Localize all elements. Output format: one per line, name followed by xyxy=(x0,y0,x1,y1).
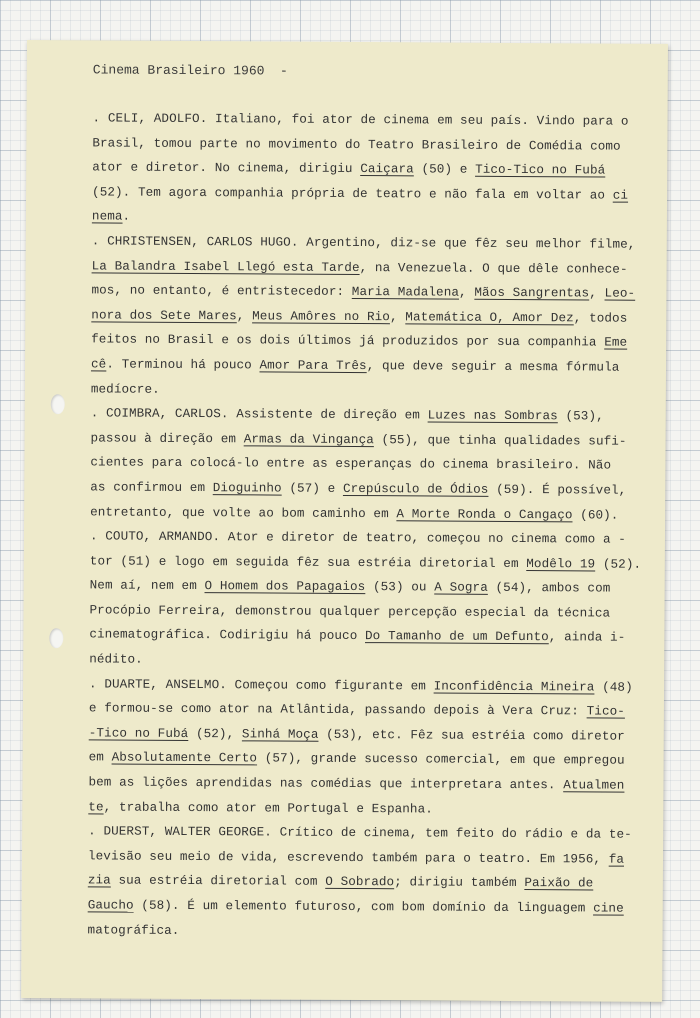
underlined-title: Eme xyxy=(604,335,628,351)
text-segment: ; dirigiu também xyxy=(394,875,525,891)
text-segment: , trabalha como ator em Portugal e Espanha. xyxy=(103,800,433,817)
text-line xyxy=(90,574,641,602)
text-segment: Nem aí, nem em xyxy=(89,578,205,594)
text-line xyxy=(91,328,642,356)
text-segment: (58). É um elemento futuroso, com bom domínio da linguagem xyxy=(133,898,594,916)
text-segment: as confirmou em xyxy=(90,480,213,496)
text-segment: mos, no entanto, é entristecedor: xyxy=(91,283,352,300)
text-line xyxy=(89,697,640,725)
underlined-title: Paixão de xyxy=(524,876,594,891)
text-segment: (53) ou xyxy=(365,580,435,595)
text-line xyxy=(89,672,640,700)
underlined-title: Gaucho xyxy=(87,898,134,913)
text-line xyxy=(90,500,641,528)
text-segment: e formou-se como ator na Atlântida, passando depois à Vera Cruz: xyxy=(88,701,587,719)
punch-hole xyxy=(49,628,63,648)
text-line xyxy=(89,721,640,749)
text-line xyxy=(92,229,643,257)
text-line xyxy=(89,623,640,651)
text-segment: ator e diretor. No cinema, dirigiu xyxy=(92,160,361,177)
text-line xyxy=(92,205,643,233)
underlined-title: nora dos Sete Mares xyxy=(91,308,237,324)
text-line xyxy=(88,770,639,798)
text-segment: (55), que tinha qualidades sufi- xyxy=(373,432,627,449)
text-line xyxy=(91,377,642,405)
underlined-title: cê xyxy=(90,357,107,372)
underlined-title: Sinhá Moça xyxy=(241,727,319,742)
underlined-title: fa xyxy=(608,852,625,867)
text-line xyxy=(91,279,642,307)
underlined-title: La Balandra Isabel Llegó esta Tarde xyxy=(91,258,360,275)
underlined-title: Meus Amôres no Rio xyxy=(252,309,391,324)
text-segment: Brasil, tomou parte no movimento do Teatro Brasileiro de Comédia como xyxy=(92,135,621,154)
text-segment: medíocre. xyxy=(90,381,160,397)
text-line xyxy=(90,451,641,479)
text-segment: (59). É possível, xyxy=(488,482,627,498)
text-segment: Procópio Ferreira, demonstrou qualquer percepção especial da técnica xyxy=(89,603,611,621)
text-segment: , xyxy=(389,309,406,325)
body-text xyxy=(87,106,643,946)
underlined-title: Luzes nas Sombras xyxy=(427,408,558,424)
underlined-title: Leo- xyxy=(604,286,636,301)
text-line xyxy=(88,869,639,897)
text-line xyxy=(88,893,639,921)
text-line xyxy=(88,820,639,848)
text-segment: nédito. xyxy=(89,652,143,667)
text-segment: , que deve seguir a mesma fórmula xyxy=(366,359,620,375)
text-segment: matográfica. xyxy=(87,922,180,938)
underlined-title: O Homem dos Papagaios xyxy=(204,579,366,595)
text-segment: . COIMBRA, CARLOS. Assistente de direção em xyxy=(90,406,428,423)
text-line xyxy=(91,352,642,380)
text-segment: tor (51) e logo em seguida fêz sua estréia diretorial em xyxy=(89,554,527,571)
text-line xyxy=(90,475,641,503)
text-line xyxy=(92,180,643,208)
text-segment: . CELI, ADOLFO. Italiano, foi ator de cinema em seu país. Vindo para o xyxy=(92,111,629,129)
text-segment: (57), grande sucesso comercial, em que empregou xyxy=(257,751,625,769)
text-segment: em xyxy=(88,750,112,765)
text-segment: cientes para colocá-lo entre as esperanças do cinema brasileiro. Não xyxy=(90,455,612,473)
text-segment: , xyxy=(458,285,475,300)
typewritten-page xyxy=(21,40,668,1002)
text-line xyxy=(89,647,640,675)
underlined-title: Matemática O, Amor Dez xyxy=(405,310,574,326)
text-line xyxy=(89,746,640,774)
text-line xyxy=(90,549,641,577)
text-segment: (50) e xyxy=(413,162,476,177)
underlined-title: Maria Madalena xyxy=(351,285,460,300)
text-line xyxy=(89,598,640,626)
text-segment: (52), xyxy=(188,726,242,742)
punch-hole xyxy=(51,394,65,414)
text-segment: , xyxy=(236,309,253,324)
text-segment: sua estréia diretorial com xyxy=(110,873,326,890)
text-segment: (52). Tem agora companhia própria de teatro e não fala em voltar ao xyxy=(92,185,613,203)
text-line xyxy=(88,844,639,872)
text-line xyxy=(92,106,643,134)
underlined-title: Do Tamanho de um Defunto xyxy=(364,629,549,645)
text-segment: . COUTO, ARMANDO. Ator e diretor de teatro, começou no cinema como a - xyxy=(89,529,627,547)
text-segment: . Terminou há pouco xyxy=(106,357,260,373)
text-line xyxy=(88,795,639,823)
text-line xyxy=(90,426,641,454)
page-header: Cinema Brasileiro 1960 - xyxy=(92,62,288,79)
text-segment: , na Venezuela. O que dêle conhece- xyxy=(359,260,628,277)
text-segment: (52). xyxy=(595,557,642,572)
text-segment: (53), etc. Fêz sua estréia como diretor xyxy=(318,727,625,744)
text-line xyxy=(87,918,638,946)
underlined-title: zia xyxy=(87,873,111,888)
underlined-title: O Sobrado xyxy=(325,875,395,890)
underlined-title: Dioguinho xyxy=(212,481,282,496)
underlined-title: A Morte Ronda o Cangaço xyxy=(396,506,573,522)
underlined-title: Armas da Vingança xyxy=(243,432,374,447)
text-segment: feitos no Brasil e os dois últimos já produzidos por sua companhia xyxy=(91,332,605,350)
underlined-title: Modêlo 19 xyxy=(526,556,596,572)
text-segment: (54), ambos com xyxy=(487,581,611,596)
text-segment: , xyxy=(589,286,605,301)
text-line xyxy=(92,254,643,282)
text-segment: , ainda i- xyxy=(548,630,626,646)
text-segment: bem as lições aprendidas nas comédias que interpretara antes. xyxy=(88,775,564,793)
text-segment: . CHRISTENSEN, CARLOS HUGO. Argentino, diz-se que fêz seu melhor filme, xyxy=(91,234,636,252)
underlined-title: A Sogra xyxy=(434,580,488,596)
underlined-title: Mãos Sangrentas xyxy=(474,285,590,301)
text-segment: , todos xyxy=(573,311,628,326)
underlined-title: Atualmen xyxy=(563,778,625,793)
text-line xyxy=(91,402,642,430)
text-segment: (60). xyxy=(572,507,619,523)
text-segment: . DUARTE, ANSELMO. Começou como figurante em xyxy=(89,677,434,694)
text-segment: . DUERST, WALTER GEORGE. Crítico de cinema, tem feito do rádio e da te- xyxy=(88,824,632,842)
text-segment: (57) e xyxy=(281,481,344,496)
text-segment: passou à direção em xyxy=(90,431,244,447)
underlined-title: nema xyxy=(91,209,123,224)
text-line xyxy=(91,303,642,331)
underlined-title: Amor Para Três xyxy=(259,358,367,374)
underlined-title: Absolutamente Certo xyxy=(111,750,258,766)
text-line xyxy=(92,156,643,184)
text-segment: levisão seu meio de vida, escrevendo também para o teatro. Em 1956, xyxy=(87,849,609,867)
text-segment: (48) xyxy=(594,680,633,695)
underlined-title: te xyxy=(88,800,104,815)
text-line xyxy=(92,131,643,159)
text-segment: (53), xyxy=(557,409,604,424)
underlined-title: -Tico no Fubá xyxy=(88,726,189,741)
underlined-title: Crepúsculo de Ódios xyxy=(342,481,489,497)
underlined-title: cine xyxy=(593,901,624,916)
underlined-title: Tico-Tico no Fubá xyxy=(475,162,606,178)
underlined-title: Tico- xyxy=(586,704,625,719)
text-line xyxy=(90,524,641,552)
text-segment: . xyxy=(122,209,131,225)
text-segment: entretanto, que volte ao bom caminho em xyxy=(90,504,397,521)
underlined-title: Caiçara xyxy=(360,162,414,177)
underlined-title: Inconfidência Mineira xyxy=(433,679,595,695)
underlined-title: ci xyxy=(612,188,629,203)
text-segment: cinematográfica. Codirigiu há pouco xyxy=(89,627,366,644)
